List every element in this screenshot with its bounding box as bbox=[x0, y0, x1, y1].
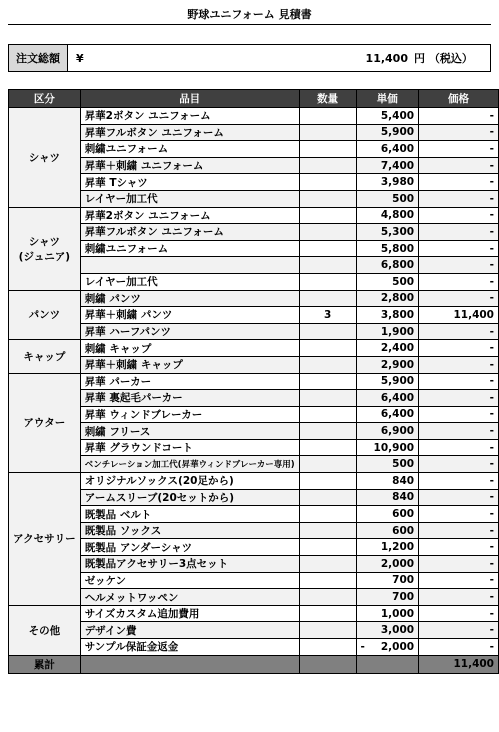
item-name: サンプル保証金返金 bbox=[80, 639, 299, 656]
quantity-cell[interactable] bbox=[299, 190, 356, 207]
line-total-cell: - bbox=[419, 390, 499, 407]
item-name: 既製品 アンダーシャツ bbox=[80, 539, 299, 556]
table-row bbox=[9, 340, 499, 357]
unit-price-value: 6,800 bbox=[380, 259, 415, 272]
line-total-cell: - bbox=[419, 506, 499, 523]
item-name: 昇華 パーカー bbox=[80, 373, 299, 390]
table-row bbox=[9, 174, 499, 191]
unit-price-cell bbox=[356, 589, 419, 606]
quantity-cell[interactable] bbox=[299, 556, 356, 573]
item-name: レイヤー加工代 bbox=[80, 190, 299, 207]
unit-price-cell bbox=[356, 423, 419, 440]
line-total-cell: - bbox=[419, 124, 499, 141]
category-cell: アクセサリー bbox=[9, 473, 81, 606]
quantity-cell[interactable] bbox=[299, 207, 356, 224]
header-item: 品目 bbox=[80, 90, 299, 108]
line-total-cell: - bbox=[419, 273, 499, 290]
cumulative-blank bbox=[80, 655, 299, 673]
item-name: ヘルメットワッペン bbox=[80, 589, 299, 606]
item-name: 昇華＋刺繍 キャップ bbox=[80, 356, 299, 373]
unit-price-value: 7,400 bbox=[380, 159, 415, 172]
unit-price-cell bbox=[356, 539, 419, 556]
line-total-cell: - bbox=[419, 174, 499, 191]
currency-symbol: ¥ bbox=[76, 51, 84, 65]
unit-price-value: 1,000 bbox=[380, 607, 415, 620]
item-name: 刺繍ユニフォーム bbox=[80, 240, 299, 257]
unit-price-cell bbox=[356, 572, 419, 589]
quantity-cell[interactable] bbox=[299, 522, 356, 539]
table-row bbox=[9, 473, 499, 490]
line-total-cell: - bbox=[419, 423, 499, 440]
cumulative-total-row bbox=[9, 655, 499, 673]
unit-price-value: 5,800 bbox=[380, 242, 415, 255]
unit-price-value: 500 bbox=[392, 458, 415, 471]
table-row bbox=[9, 390, 499, 407]
unit-price-value: 840 bbox=[392, 474, 415, 487]
item-name: 昇華 裏起毛パーカー bbox=[80, 390, 299, 407]
item-name: 昇華2ボタン ユニフォーム bbox=[80, 108, 299, 125]
table-row bbox=[9, 323, 499, 340]
order-total-box bbox=[8, 44, 491, 72]
quantity-cell[interactable] bbox=[299, 406, 356, 423]
quantity-cell[interactable] bbox=[299, 224, 356, 241]
header-unit-price: 単価 bbox=[356, 90, 419, 108]
quantity-cell[interactable] bbox=[299, 489, 356, 506]
unit-price-cell bbox=[356, 522, 419, 539]
line-total-cell: - bbox=[419, 605, 499, 622]
category-cell: シャツ (ジュニア) bbox=[9, 207, 81, 290]
table-row bbox=[9, 423, 499, 440]
line-total-cell: - bbox=[419, 240, 499, 257]
quantity-cell[interactable] bbox=[299, 340, 356, 357]
document-title: 野球ユニフォーム 見積書 bbox=[8, 6, 491, 25]
item-name: 刺繍 キャップ bbox=[80, 340, 299, 357]
quantity-cell[interactable] bbox=[299, 323, 356, 340]
unit-price-value: 700 bbox=[392, 591, 415, 604]
table-row bbox=[9, 522, 499, 539]
line-total-cell: - bbox=[419, 257, 499, 274]
item-name: 既製品 ベルト bbox=[80, 506, 299, 523]
quantity-cell[interactable] bbox=[299, 257, 356, 274]
category-cell: パンツ bbox=[9, 290, 81, 340]
item-name: 昇華＋刺繍 パンツ bbox=[80, 307, 299, 324]
line-total-cell: - bbox=[419, 406, 499, 423]
unit-price-value: 10,900 bbox=[373, 441, 415, 454]
quantity-cell[interactable] bbox=[299, 473, 356, 490]
item-name: ベンチレーション加工代(昇華ウィンドブレーカー専用) bbox=[80, 456, 299, 473]
line-total-cell: 11,400 bbox=[419, 307, 499, 324]
quantity-cell[interactable] bbox=[299, 639, 356, 656]
line-total-cell: - bbox=[419, 439, 499, 456]
item-name: 昇華 ハーフパンツ bbox=[80, 323, 299, 340]
unit-price-value: 5,900 bbox=[380, 126, 415, 139]
unit-price-cell bbox=[356, 240, 419, 257]
order-total-label: 注文総額 bbox=[9, 45, 68, 71]
unit-price-value: 2,000 bbox=[380, 640, 415, 653]
table-row bbox=[9, 406, 499, 423]
quantity-cell[interactable] bbox=[299, 174, 356, 191]
table-row bbox=[9, 373, 499, 390]
unit-price-cell bbox=[356, 373, 419, 390]
unit-price-cell bbox=[356, 506, 419, 523]
cumulative-blank bbox=[299, 655, 356, 673]
line-total-cell: - bbox=[419, 556, 499, 573]
quantity-cell[interactable] bbox=[299, 423, 356, 440]
unit-price-value: 840 bbox=[392, 491, 415, 504]
unit-price-cell bbox=[356, 439, 419, 456]
item-name: デザイン費 bbox=[80, 622, 299, 639]
line-total-cell: - bbox=[419, 622, 499, 639]
unit-price-value: 2,400 bbox=[380, 342, 415, 355]
quantity-cell[interactable] bbox=[299, 240, 356, 257]
unit-price-cell bbox=[356, 224, 419, 241]
table-row bbox=[9, 622, 499, 639]
unit-price-value: 500 bbox=[392, 192, 415, 205]
unit-price-value: 4,800 bbox=[380, 209, 415, 222]
unit-price-value: 1,200 bbox=[380, 541, 415, 554]
unit-price-value: 5,400 bbox=[380, 109, 415, 122]
table-row bbox=[9, 124, 499, 141]
item-name: 昇華 ウィンドブレーカー bbox=[80, 406, 299, 423]
unit-price-cell bbox=[356, 290, 419, 307]
table-row bbox=[9, 572, 499, 589]
unit-price-cell bbox=[356, 323, 419, 340]
unit-price-value: 5,900 bbox=[380, 375, 415, 388]
item-name: 刺繍ユニフォーム bbox=[80, 141, 299, 158]
line-total-cell: - bbox=[419, 190, 499, 207]
unit-price-value: 3,000 bbox=[380, 624, 415, 637]
line-total-cell: - bbox=[419, 157, 499, 174]
quantity-cell[interactable] bbox=[299, 456, 356, 473]
line-total-cell: - bbox=[419, 522, 499, 539]
unit-price-value: 3,800 bbox=[380, 308, 415, 321]
unit-price-cell bbox=[356, 273, 419, 290]
unit-price-cell bbox=[356, 639, 419, 656]
quantity-cell[interactable] bbox=[299, 356, 356, 373]
unit-price-cell bbox=[356, 556, 419, 573]
unit-price-cell bbox=[356, 307, 419, 324]
line-total-cell: - bbox=[419, 141, 499, 158]
table-row bbox=[9, 157, 499, 174]
table-row bbox=[9, 190, 499, 207]
item-name bbox=[80, 257, 299, 274]
table-row bbox=[9, 273, 499, 290]
unit-price-cell bbox=[356, 108, 419, 125]
line-total-cell: - bbox=[419, 356, 499, 373]
table-row bbox=[9, 506, 499, 523]
estimate-table bbox=[8, 89, 499, 674]
quantity-cell[interactable] bbox=[299, 589, 356, 606]
item-name: 昇華フルボタン ユニフォーム bbox=[80, 124, 299, 141]
table-row bbox=[9, 605, 499, 622]
quantity-cell[interactable] bbox=[299, 124, 356, 141]
unit-price-cell bbox=[356, 174, 419, 191]
quantity-cell[interactable] bbox=[299, 539, 356, 556]
order-total-unit: 円 （税込） bbox=[414, 52, 473, 65]
unit-price-cell bbox=[356, 473, 419, 490]
quantity-cell[interactable] bbox=[299, 108, 356, 125]
quantity-cell[interactable] bbox=[299, 141, 356, 158]
line-total-cell: - bbox=[419, 323, 499, 340]
quantity-cell[interactable] bbox=[299, 605, 356, 622]
unit-price-cell bbox=[356, 124, 419, 141]
table-row bbox=[9, 356, 499, 373]
unit-price-value: 2,900 bbox=[380, 358, 415, 371]
table-row bbox=[9, 240, 499, 257]
unit-price-cell bbox=[356, 356, 419, 373]
line-total-cell: - bbox=[419, 539, 499, 556]
line-total-cell: - bbox=[419, 489, 499, 506]
unit-price-value: 600 bbox=[392, 508, 415, 521]
line-total-cell: - bbox=[419, 589, 499, 606]
unit-price-value: 1,900 bbox=[380, 325, 415, 338]
category-cell: アウター bbox=[9, 373, 81, 473]
unit-price-cell bbox=[356, 190, 419, 207]
table-row bbox=[9, 207, 499, 224]
line-total-cell: - bbox=[419, 340, 499, 357]
item-name: オリジナルソックス(20足から) bbox=[80, 473, 299, 490]
category-cell: キャップ bbox=[9, 340, 81, 373]
item-name: 昇華 Tシャツ bbox=[80, 174, 299, 191]
category-cell: シャツ bbox=[9, 108, 81, 208]
negative-sign: - bbox=[360, 640, 365, 653]
unit-price-value: 700 bbox=[392, 574, 415, 587]
quantity-cell[interactable] bbox=[299, 439, 356, 456]
line-total-cell: - bbox=[419, 572, 499, 589]
quantity-cell[interactable] bbox=[299, 290, 356, 307]
header-price: 価格 bbox=[419, 90, 499, 108]
item-name: 昇華フルボタン ユニフォーム bbox=[80, 224, 299, 241]
line-total-cell: - bbox=[419, 639, 499, 656]
table-row bbox=[9, 307, 499, 324]
cumulative-blank bbox=[356, 655, 419, 673]
table-row bbox=[9, 456, 499, 473]
table-header-row bbox=[9, 90, 499, 108]
header-category: 区分 bbox=[9, 90, 81, 108]
item-name: ゼッケン bbox=[80, 572, 299, 589]
table-row bbox=[9, 290, 499, 307]
line-total-cell: - bbox=[419, 456, 499, 473]
unit-price-cell bbox=[356, 141, 419, 158]
item-name: 刺繍 パンツ bbox=[80, 290, 299, 307]
item-name: 既製品 ソックス bbox=[80, 522, 299, 539]
quantity-cell[interactable] bbox=[299, 373, 356, 390]
item-name: 昇華2ボタン ユニフォーム bbox=[80, 207, 299, 224]
unit-price-value: 2,800 bbox=[380, 292, 415, 305]
unit-price-value: 6,400 bbox=[380, 408, 415, 421]
quantity-cell[interactable] bbox=[299, 572, 356, 589]
table-row bbox=[9, 224, 499, 241]
item-name: 昇華 グラウンドコート bbox=[80, 439, 299, 456]
item-name: サイズカスタム追加費用 bbox=[80, 605, 299, 622]
line-total-cell: - bbox=[419, 108, 499, 125]
unit-price-value: 6,900 bbox=[380, 425, 415, 438]
quantity-cell[interactable] bbox=[299, 157, 356, 174]
item-name: 既製品アクセサリー3点セット bbox=[80, 556, 299, 573]
unit-price-cell bbox=[356, 390, 419, 407]
unit-price-cell bbox=[356, 207, 419, 224]
cumulative-label: 累計 bbox=[9, 655, 81, 673]
item-name: アームスリーブ(20セットから) bbox=[80, 489, 299, 506]
line-total-cell: - bbox=[419, 290, 499, 307]
table-row bbox=[9, 489, 499, 506]
unit-price-value: 5,300 bbox=[380, 225, 415, 238]
unit-price-value: 600 bbox=[392, 524, 415, 537]
unit-price-value: 500 bbox=[392, 275, 415, 288]
line-total-cell: - bbox=[419, 224, 499, 241]
unit-price-cell bbox=[356, 257, 419, 274]
item-name: レイヤー加工代 bbox=[80, 273, 299, 290]
table-row bbox=[9, 257, 499, 274]
unit-price-value: 3,980 bbox=[380, 176, 415, 189]
unit-price-cell bbox=[356, 340, 419, 357]
line-total-cell: - bbox=[419, 473, 499, 490]
unit-price-value: 2,000 bbox=[380, 557, 415, 570]
quantity-cell[interactable] bbox=[299, 622, 356, 639]
unit-price-cell bbox=[356, 622, 419, 639]
header-quantity: 数量 bbox=[299, 90, 356, 108]
unit-price-cell bbox=[356, 456, 419, 473]
line-total-cell: - bbox=[419, 207, 499, 224]
quantity-cell[interactable] bbox=[299, 506, 356, 523]
unit-price-value: 6,400 bbox=[380, 142, 415, 155]
quantity-cell[interactable] bbox=[299, 273, 356, 290]
table-row bbox=[9, 539, 499, 556]
category-cell: その他 bbox=[9, 605, 81, 655]
item-name: 刺繍 フリース bbox=[80, 423, 299, 440]
unit-price-cell bbox=[356, 406, 419, 423]
table-row bbox=[9, 556, 499, 573]
line-total-cell: - bbox=[419, 373, 499, 390]
item-name: 昇華＋刺繍 ユニフォーム bbox=[80, 157, 299, 174]
quantity-cell[interactable] bbox=[299, 390, 356, 407]
quantity-cell[interactable]: 3 bbox=[299, 307, 356, 324]
unit-price-cell bbox=[356, 157, 419, 174]
unit-price-cell bbox=[356, 489, 419, 506]
table-row bbox=[9, 639, 499, 656]
table-row bbox=[9, 141, 499, 158]
unit-price-cell bbox=[356, 605, 419, 622]
cumulative-total: 11,400 bbox=[419, 655, 499, 673]
unit-price-value: 6,400 bbox=[380, 391, 415, 404]
order-total-amount: 11,400 bbox=[365, 51, 408, 65]
table-row bbox=[9, 439, 499, 456]
table-row bbox=[9, 589, 499, 606]
table-row bbox=[9, 108, 499, 125]
